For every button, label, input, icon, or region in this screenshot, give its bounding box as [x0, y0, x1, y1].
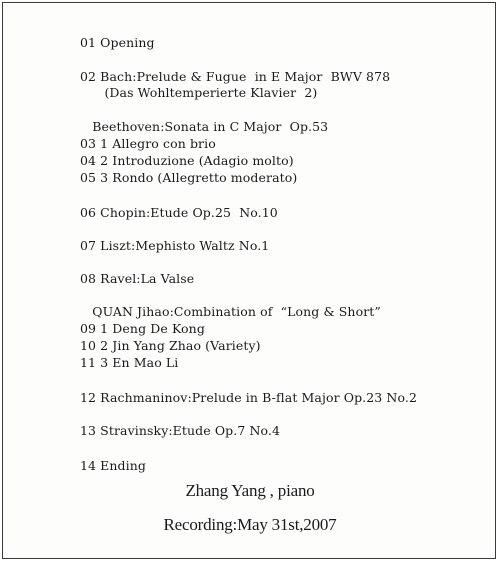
track-14: 14 Ending: [80, 458, 147, 473]
track-08: 08 Ravel:La Valse: [80, 271, 195, 286]
performer-credit: Zhang Yang , piano: [185, 481, 315, 500]
track-12: 12 Rachmaninov:Prelude in B-flat Major Op.23 No.2: [80, 390, 417, 405]
track-02-subtitle: (Das Wohltemperierte Klavier 2): [80, 85, 318, 100]
track-13: 13 Stravinsky:Etude Op.7 No.4: [80, 423, 281, 438]
track-11: 11 3 En Mao Li: [80, 355, 179, 370]
work-beethoven: Beethoven:Sonata in C Major Op.53: [80, 119, 329, 134]
track-10: 10 2 Jin Yang Zhao (Variety): [80, 338, 261, 353]
track-02: 02 Bach:Prelude & Fugue in E Major BWV 878: [80, 69, 391, 84]
track-01: 01 Opening: [80, 35, 155, 50]
tracklist-card: [2, 2, 496, 559]
track-09: 09 1 Deng De Kong: [80, 321, 205, 336]
track-06: 06 Chopin:Etude Op.25 No.10: [80, 205, 278, 220]
track-04: 04 2 Introduzione (Adagio molto): [80, 153, 294, 168]
track-03: 03 1 Allegro con brio: [80, 136, 216, 151]
track-07: 07 Liszt:Mephisto Waltz No.1: [80, 238, 270, 253]
work-quan-jihao: QUAN Jihao:Combination of “Long & Short”: [80, 304, 381, 319]
recording-date: Recording:May 31st,2007: [163, 515, 337, 534]
track-05: 05 3 Rondo (Allegretto moderato): [80, 170, 298, 185]
